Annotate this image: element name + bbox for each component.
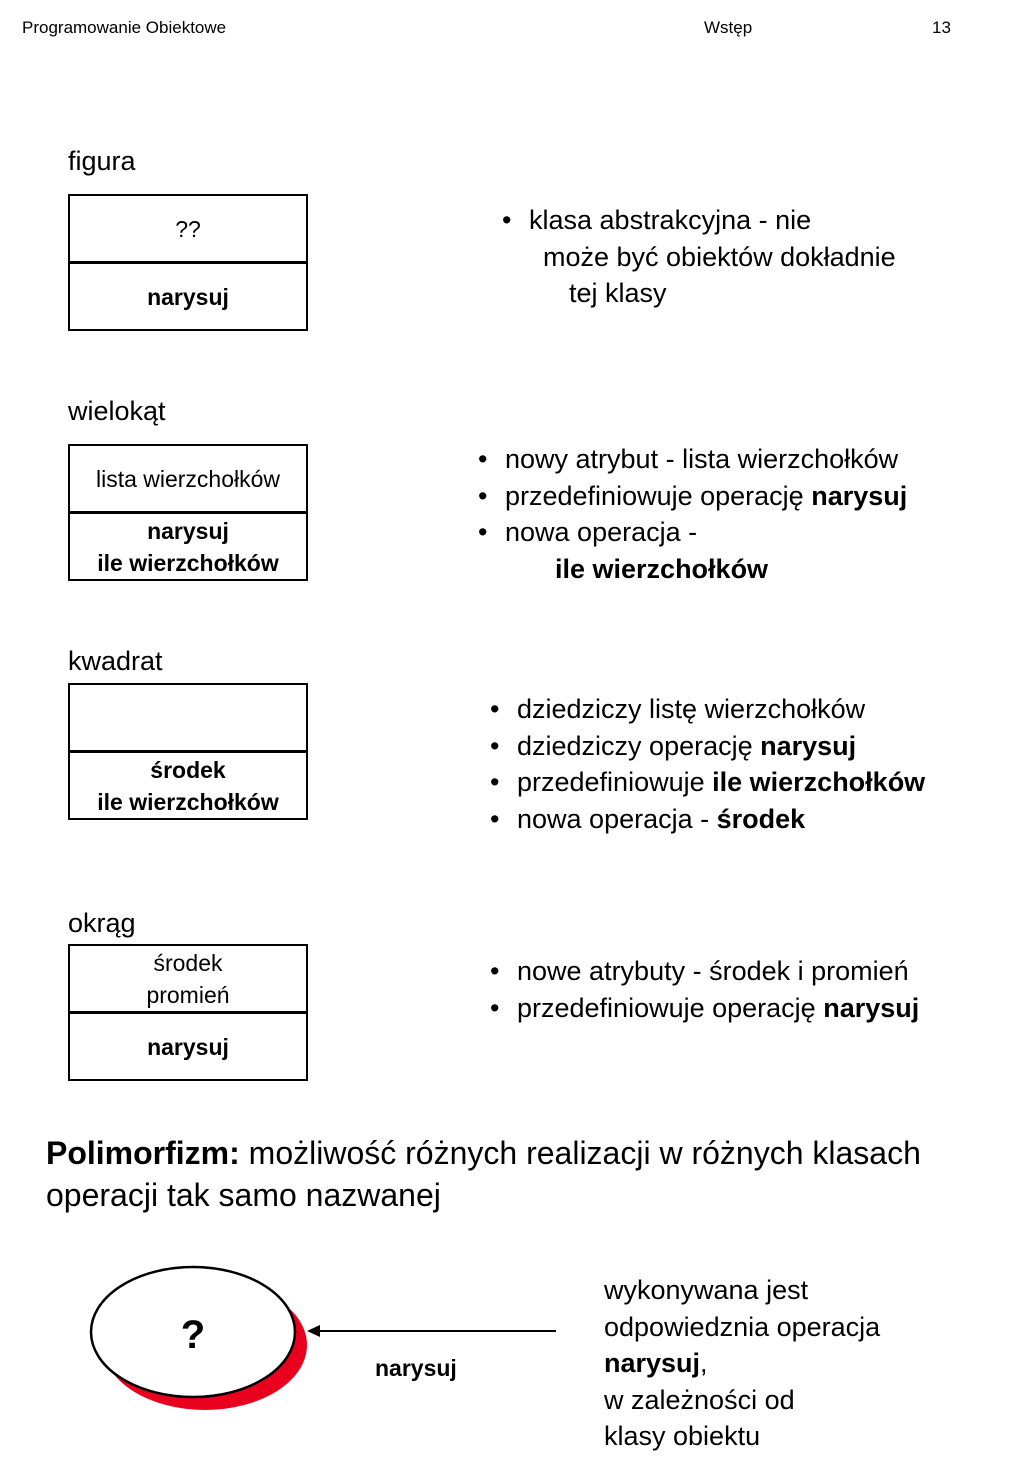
note-continuation: może być obiektów dokładnie (543, 241, 896, 272)
note-item (490, 801, 925, 838)
class-operations (70, 264, 306, 329)
note-item (490, 990, 919, 1027)
class-name-kwadrat: kwadrat (68, 646, 163, 676)
note-item (478, 441, 907, 478)
page-number: 13 (932, 18, 951, 37)
dispatch-explanation (604, 1272, 1004, 1455)
course-title: Programowanie Obiektowe (22, 18, 227, 37)
attribute: lista wierzchołków (95, 465, 281, 492)
object-label: ? (180, 1313, 206, 1357)
polymorphism-definition (46, 1132, 1006, 1216)
note-text: nowe atrybuty - środek i promień (517, 956, 909, 986)
notes-figura (502, 202, 896, 312)
note-text: nowy atrybut - lista wierzchołków (505, 444, 899, 474)
class-operations (70, 753, 306, 818)
note-item (490, 953, 919, 990)
explanation-line: wykonywana jest (604, 1275, 809, 1305)
note-text: dziedziczy listę wierzchołków (517, 694, 866, 724)
operation: narysuj (147, 1033, 229, 1060)
class-box-figura (68, 194, 308, 331)
class-box-okrag (68, 944, 308, 1081)
attribute: środek (153, 949, 223, 976)
class-attributes (70, 685, 306, 753)
note-bold: narysuj (760, 730, 857, 761)
polymorphism-text: możliwość różnych realizacji w różnych klasach operacji tak samo nazwanej (46, 1135, 921, 1213)
notes-wielokat (478, 441, 907, 587)
operation: ile wierzchołków (97, 549, 279, 576)
note-text: nowa operacja - (505, 517, 698, 547)
class-attributes (70, 196, 306, 264)
arrow-head-icon (307, 1325, 320, 1337)
explanation-line: w zależności od (604, 1384, 795, 1415)
note-text: przedefiniowuje (517, 767, 713, 797)
class-attributes (70, 946, 306, 1014)
class-attributes (70, 446, 306, 514)
explanation-line (604, 1345, 1004, 1382)
note-continuation: tej klasy (569, 278, 667, 308)
note-bold: ile wierzchołków (555, 553, 769, 584)
note-bold: ile wierzchołków (712, 767, 926, 797)
class-box-wielokat (68, 444, 308, 581)
section-title: Wstęp (704, 18, 753, 37)
class-name-wielokat: wielokąt (68, 396, 166, 426)
operation: środek (150, 756, 226, 783)
notes-kwadrat (490, 691, 925, 837)
operation: narysuj (147, 283, 229, 310)
note-bold: narysuj (823, 992, 920, 1023)
message-diagram (0, 1250, 600, 1430)
message-label: narysuj (375, 1355, 457, 1381)
attribute: ?? (175, 215, 201, 242)
polymorphism-term: Polimorfizm: (46, 1135, 240, 1171)
class-operations (70, 1014, 306, 1079)
explanation-line: klasy obiektu (604, 1421, 761, 1451)
attribute: promień (146, 981, 230, 1008)
note-item (478, 478, 907, 515)
note-item (490, 764, 925, 801)
note-text: dziedziczy operację (517, 730, 761, 761)
explanation-line: odpowiedznia operacja (604, 1311, 881, 1342)
class-name-figura: figura (68, 146, 136, 176)
note-text: klasa abstrakcyjna - nie (529, 205, 812, 235)
class-name-okrag: okrąg (68, 908, 136, 938)
operation: ile wierzchołków (97, 788, 279, 815)
operation: narysuj (147, 517, 229, 544)
class-box-kwadrat (68, 683, 308, 820)
note-bold: środek (716, 803, 806, 834)
note-text: przedefiniowuje operację (517, 992, 824, 1023)
note-text: przedefiniowuje operację (505, 480, 812, 511)
class-operations (70, 514, 306, 579)
note-item (490, 691, 925, 728)
note-item (490, 728, 925, 765)
explanation-bold: narysuj (604, 1348, 701, 1378)
note-item (478, 514, 907, 587)
note-bold: narysuj (811, 480, 908, 511)
notes-okrag (490, 953, 919, 1026)
note-text: nowa operacja - (517, 803, 717, 834)
note-item (502, 202, 896, 312)
explanation-comma: , (700, 1348, 708, 1378)
